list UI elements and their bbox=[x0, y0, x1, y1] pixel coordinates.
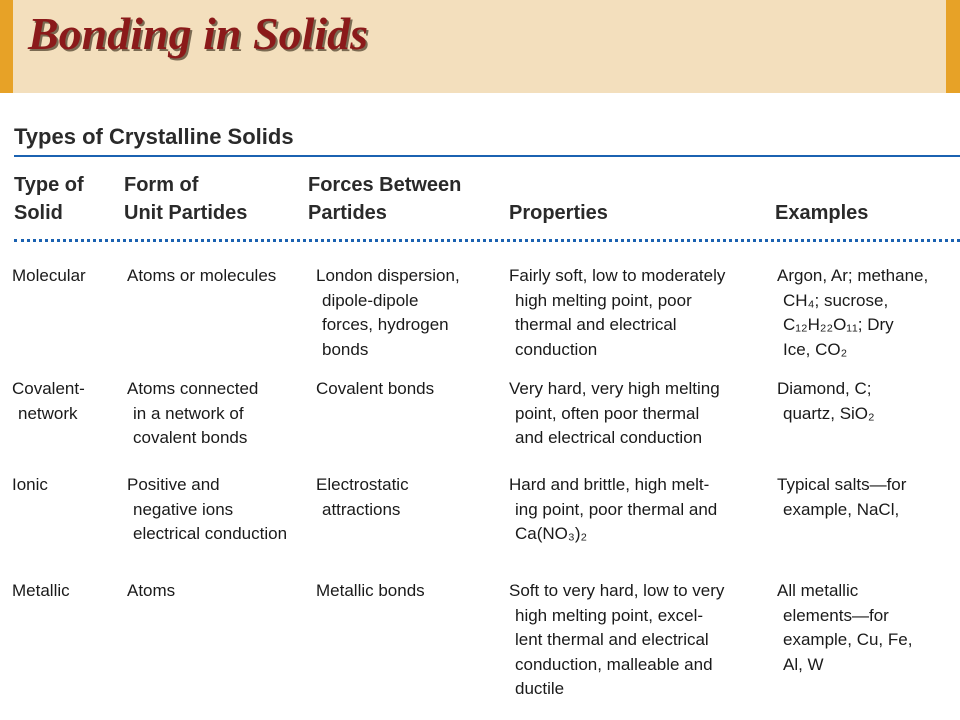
row-covalent-examples bbox=[777, 377, 957, 426]
row-molecular-examples bbox=[777, 264, 957, 362]
cell-line: Electrostatic bbox=[316, 475, 409, 494]
header-divider bbox=[14, 239, 960, 242]
cell-line: Molecular bbox=[12, 266, 86, 285]
row-ionic-form bbox=[127, 473, 307, 547]
cell-line: ductile bbox=[515, 679, 565, 698]
cell-line: network bbox=[18, 403, 78, 423]
cell-line: example, Cu, Fe, bbox=[783, 630, 913, 649]
row-ionic-examples bbox=[777, 473, 957, 522]
cell-line: London dispersion, bbox=[316, 266, 460, 285]
cell-line: conduction bbox=[515, 339, 598, 359]
row-metallic-form bbox=[127, 579, 307, 604]
cell-line: dipole-dipole bbox=[322, 290, 419, 310]
cell-line: Fairly soft, low to moderately bbox=[509, 266, 726, 285]
cell-line: lent thermal and electrical bbox=[515, 630, 709, 649]
row-molecular-forces bbox=[316, 264, 506, 362]
cell-line: covalent bonds bbox=[133, 428, 248, 447]
cell-line: Soft to very hard, low to very bbox=[509, 581, 725, 600]
cell-line: Atoms or molecules bbox=[127, 266, 277, 285]
cell-line: elements—for bbox=[783, 605, 889, 625]
table-top-rule bbox=[14, 155, 960, 157]
header-forces-between-particles: Forces Between Partides bbox=[308, 174, 462, 224]
cell-line: Metallic bbox=[12, 581, 70, 600]
header-examples: Examples bbox=[775, 202, 869, 224]
row-ionic-properties bbox=[509, 473, 771, 547]
cell-line: Ca(NO₃)₂ bbox=[515, 524, 588, 543]
row-metallic-examples bbox=[777, 579, 957, 677]
cell-line: Covalent- bbox=[12, 379, 85, 398]
cell-line: high melting point, poor bbox=[515, 290, 692, 310]
row-metallic-type bbox=[12, 579, 120, 604]
cell-line: negative ions bbox=[133, 499, 234, 519]
cell-line: ing point, poor thermal and bbox=[515, 499, 718, 519]
cell-line: and electrical conduction bbox=[515, 428, 703, 447]
row-metallic-forces bbox=[316, 579, 506, 604]
row-covalent-forces bbox=[316, 377, 506, 402]
cell-line: Argon, Ar; methane, bbox=[777, 266, 929, 285]
cell-line: Very hard, very high melting bbox=[509, 379, 720, 398]
crystalline-solids-table bbox=[0, 93, 960, 720]
cell-line: CH₄; sucrose, bbox=[783, 290, 889, 310]
cell-line: Typical salts—for bbox=[777, 475, 907, 494]
cell-line: Positive and bbox=[127, 475, 220, 494]
header-properties: Properties bbox=[509, 202, 608, 224]
row-covalent-type bbox=[12, 377, 120, 426]
cell-line: thermal and electrical bbox=[515, 315, 677, 334]
cell-line: C₁₂H₂₂O₁₁; Dry bbox=[783, 315, 894, 334]
row-molecular-properties bbox=[509, 264, 771, 362]
title-banner bbox=[0, 0, 960, 93]
cell-line: Diamond, C; bbox=[777, 379, 872, 398]
row-molecular-form bbox=[127, 264, 307, 289]
header-type-of-solid: Type of Solid bbox=[14, 174, 84, 224]
cell-line: All metallic bbox=[777, 581, 859, 600]
row-covalent-form bbox=[127, 377, 307, 451]
cell-line: Al, W bbox=[783, 654, 824, 674]
cell-line: attractions bbox=[322, 499, 401, 519]
cell-line: quartz, SiO₂ bbox=[783, 403, 875, 423]
row-metallic-properties bbox=[509, 579, 771, 702]
cell-line: bonds bbox=[322, 339, 369, 359]
cell-line: Ionic bbox=[12, 475, 48, 494]
row-covalent-properties bbox=[509, 377, 771, 451]
cell-line: Atoms connected bbox=[127, 379, 259, 398]
cell-line: forces, hydrogen bbox=[322, 315, 449, 334]
cell-line: conduction, malleable and bbox=[515, 654, 713, 674]
slide-title: Bonding in Solids bbox=[28, 8, 369, 59]
banner-accent-right bbox=[946, 0, 960, 93]
banner-accent-left bbox=[0, 0, 13, 93]
cell-line: example, NaCl, bbox=[783, 499, 900, 519]
cell-line: electrical conduction bbox=[133, 524, 288, 543]
cell-line: point, often poor thermal bbox=[515, 403, 700, 423]
row-molecular-type bbox=[12, 264, 120, 289]
cell-line: in a network of bbox=[133, 403, 244, 423]
cell-line: high melting point, excel- bbox=[515, 605, 704, 625]
table-title: Types of Crystalline Solids bbox=[14, 124, 294, 149]
cell-line: Metallic bonds bbox=[316, 581, 425, 600]
row-ionic-type bbox=[12, 473, 120, 498]
cell-line: Covalent bonds bbox=[316, 379, 435, 398]
cell-line: Hard and brittle, high melt- bbox=[509, 475, 710, 494]
row-ionic-forces bbox=[316, 473, 506, 522]
cell-line: Atoms bbox=[127, 581, 176, 600]
header-form-of-unit-particles: Form of Unit Partides bbox=[124, 174, 248, 224]
cell-line: Ice, CO₂ bbox=[783, 339, 848, 359]
